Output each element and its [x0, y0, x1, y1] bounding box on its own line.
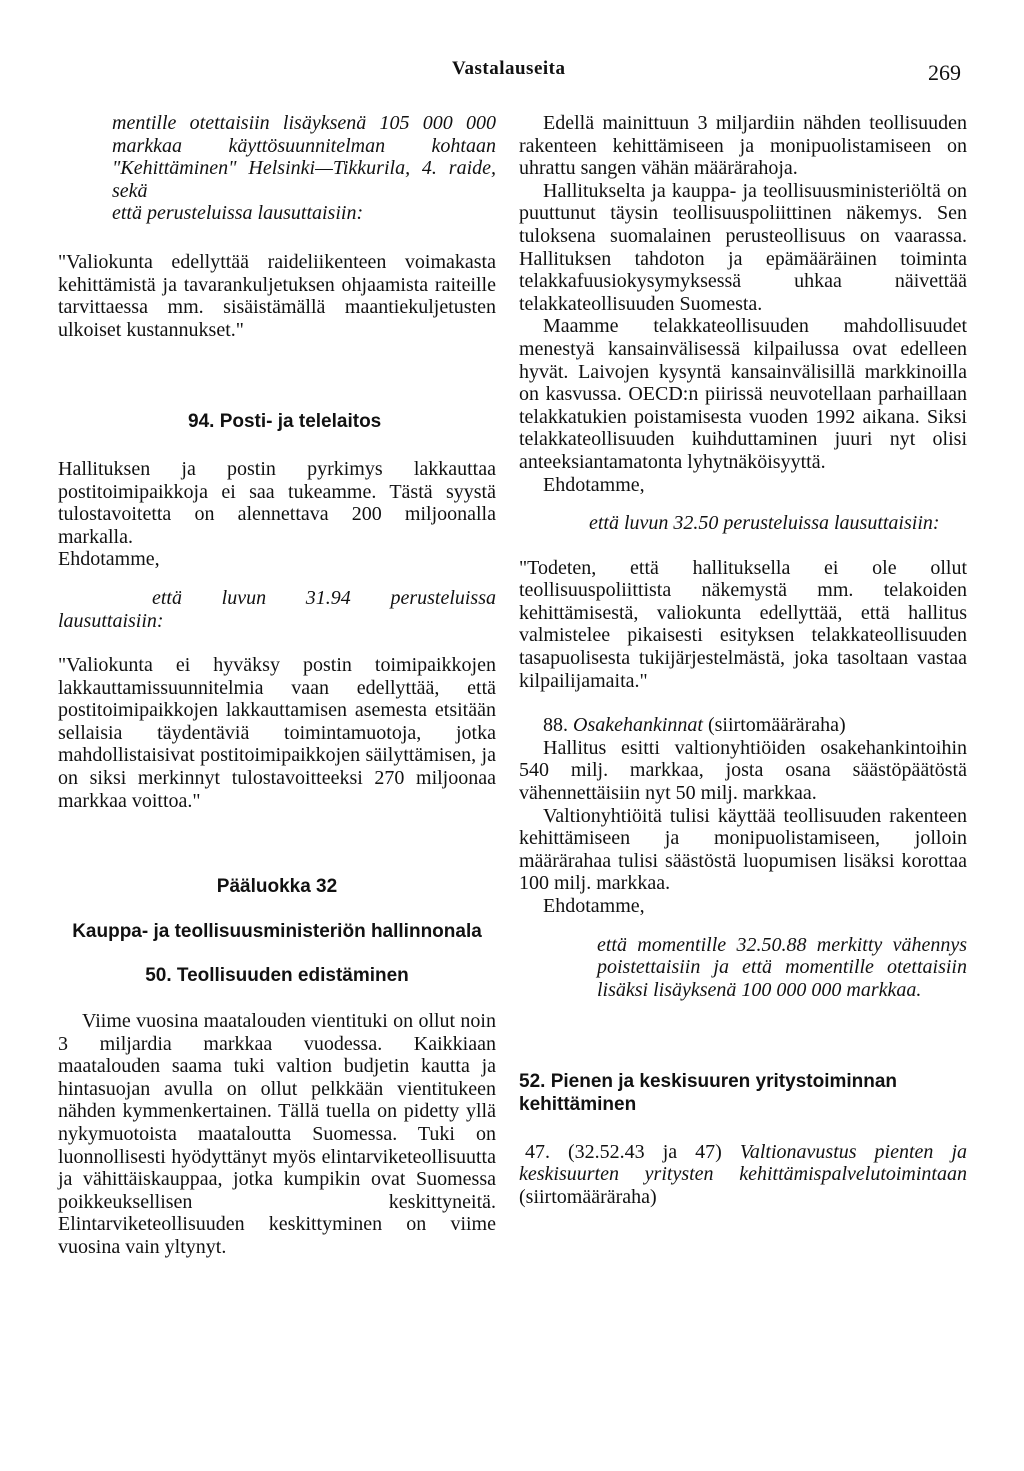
- item-88-number: 88.: [543, 714, 568, 737]
- quote-intro-94: [58, 587, 496, 632]
- ehdotamme-right-1: Ehdotamme,: [543, 473, 645, 496]
- item-88-title: Osakehankinnat: [573, 714, 703, 737]
- intro-quote: mentille otettaisiin lisäyksenä 105 000 000 markkaa käyttösuunnitelman kohtaan "Kehittäminen" Helsinki—Tikkurila, 4. raide, sekä: [112, 112, 496, 202]
- paragraph-88b: Valtionyhtiöitä tulisi käyttää teollisuuden rakenteen kehittämiseen ja monipuolistamiseen, jolloin määrärahaa tulisi säästöstä luopumisen lisäksi korottaa 100 milj. markkaa.: [519, 804, 967, 895]
- quote-intro-32-50-text: että luvun 32.50 perusteluissa lausuttaisiin:: [589, 512, 940, 535]
- paragraph-94: Hallituksen ja postin pyrkimys lakkauttaa postitoimipaikkoja ei saa tukeamme. Tästä syystä tulostavoitetta on alennettava 200 miljoonalla markalla.: [58, 457, 496, 548]
- running-title: Vastalauseita: [452, 58, 566, 79]
- ehdotamme-right-2: Ehdotamme,: [543, 895, 645, 917]
- quote-intro-94-text: että luvun 31.94 perusteluissa lausuttaisiin:: [58, 586, 496, 632]
- section-heading-94: 94. Posti- ja telelaitos: [188, 411, 382, 433]
- section-heading-50: 50. Teollisuuden edistäminen: [145, 965, 409, 987]
- intro-quote-2: että perusteluissa lausuttaisiin:: [112, 202, 364, 225]
- page-header: [0, 58, 1024, 92]
- paaluokka-heading: Pääluokka 32: [216, 876, 338, 898]
- ministry-heading: Kauppa- ja teollisuusministeriön hallinnonala: [72, 920, 482, 942]
- quote-intro-32-50: [519, 512, 967, 535]
- section-heading-52: 52. Pienen ja keskisuuren yritystoiminnan kehittäminen: [519, 1071, 898, 1115]
- ehdotamme-left: Ehdotamme,: [58, 548, 160, 571]
- left-column: [58, 112, 496, 1259]
- item-47-title: Valtionavustus pienten ja keskisuurten yritysten kehittämispalvelutoimintaan: [519, 1140, 967, 1186]
- paragraph-88a: Hallitus esitti valtionyhtiöiden osakehankintoihin 540 milj. markkaa, josta osana säästöpäätöstä vähennettäisiin nyt 50 milj. markkaa.: [519, 736, 967, 805]
- quote-todeten: "Todeten, että hallituksella ei ole ollut teollisuuspoliittista näkemystä mm. telakoiden kehittämisestä, valiokunta edellyttää, että hallitus valmistelee pikaisesti esityksen telakkateollisuuden tasapuolisesta tukijärjestelmästä, joka tasoltaan vastaa kilpailijamaita.": [519, 556, 967, 692]
- right-paragraph-2: Hallitukselta ja kauppa- ja teollisuusministeriöltä on puuttunut täysin teollisuuspoliittinen näkemys. Sen tuloksena suomalainen perusteollisuus on vaarassa. Hallituksen tahdoton ja epämääräinen toiminta telakkafuusiokysymyksessä uhkaa näivettää telakkateollisuuden Suomesta.: [519, 179, 967, 315]
- quote-valiokunta-1: "Valiokunta edellyttää raideliikenteen voimakasta kehittämistä ja tavarankuljetuksen ohjaamista raiteille tarvittaessa mm. sisäistämällä maantiekuljetusten ulkoiset kustannukset.": [58, 250, 496, 341]
- right-paragraph-3: Maamme telakkateollisuuden mahdollisuudet menestyä kansainvälisessä kilpailussa ovat edelleen hyvät. Laivojen kysyntä kansainvälisillä markkinoilla on kasvussa. OECD:n piirissä neuvotellaan parhaillaan telakkatukien poistamisesta vuoden 1992 aikana. Siksi telakkateollisuuden kuihduttaminen juuri nyt olisi anteeksiantamatonta lyhytnäköisyyttä.: [519, 315, 967, 473]
- item-47-number: 47. (32.52.43 ja 47): [525, 1140, 722, 1163]
- right-column: [519, 112, 967, 1208]
- page-number: 269: [928, 60, 961, 85]
- quote-32-50-88: että momentille 32.50.88 merkitty vähennys poistettaisiin ja että momentille otettaisiin lisäksi lisäyksenä 100 000 000 markkaa.: [597, 933, 967, 1001]
- item-88: [519, 714, 967, 737]
- paragraph-50: Viime vuosina maatalouden vientituki on ollut noin 3 miljardia markkaa vuodessa. Kaikkiaan maatalouden saama tuki valtion budjetin kautta ja hintasuojan avulla on ollut pelkkään vientitukeen nähden kymmenkertainen. Tällä tuella on pidetty yllä nykymuotoista maataloutta Suomessa. Tuki on luonnollisesti hyödyttänyt myös elintarviketeollisuutta ja vähittäiskauppaa, jotka kumpikin ovat Suomessa poikkeuksellisen keskittyneitä. Elintarviketeollisuuden keskittyminen on viime vuosina vain yltynyt.: [58, 1010, 496, 1258]
- item-47: [519, 1141, 967, 1209]
- item-47-type: (siirtomääräraha): [519, 1185, 657, 1208]
- quote-valiokunta-2: "Valiokunta ei hyväksy postin toimipaikkojen lakkauttamissuunnitelmia vaan edellyttää, että postitoimipaikkojen lakkauttamisen asemesta etsitään sellaisia täydentäviä toimintamuotoja, jotka mahdollistaisivat postitoimipaikkojen säilyttämisen, ja on siksi merkinnyt tulostavoitteeksi 270 miljoonaa markkaa voittoa.": [58, 654, 496, 812]
- item-88-type: (siirtomääräraha): [707, 714, 846, 737]
- right-paragraph-1: Edellä mainittuun 3 miljardiin nähden teollisuuden rakenteen kehittämiseen ja monipuolistamiseen on uhrattu sangen vähän määrärahoja.: [519, 112, 967, 180]
